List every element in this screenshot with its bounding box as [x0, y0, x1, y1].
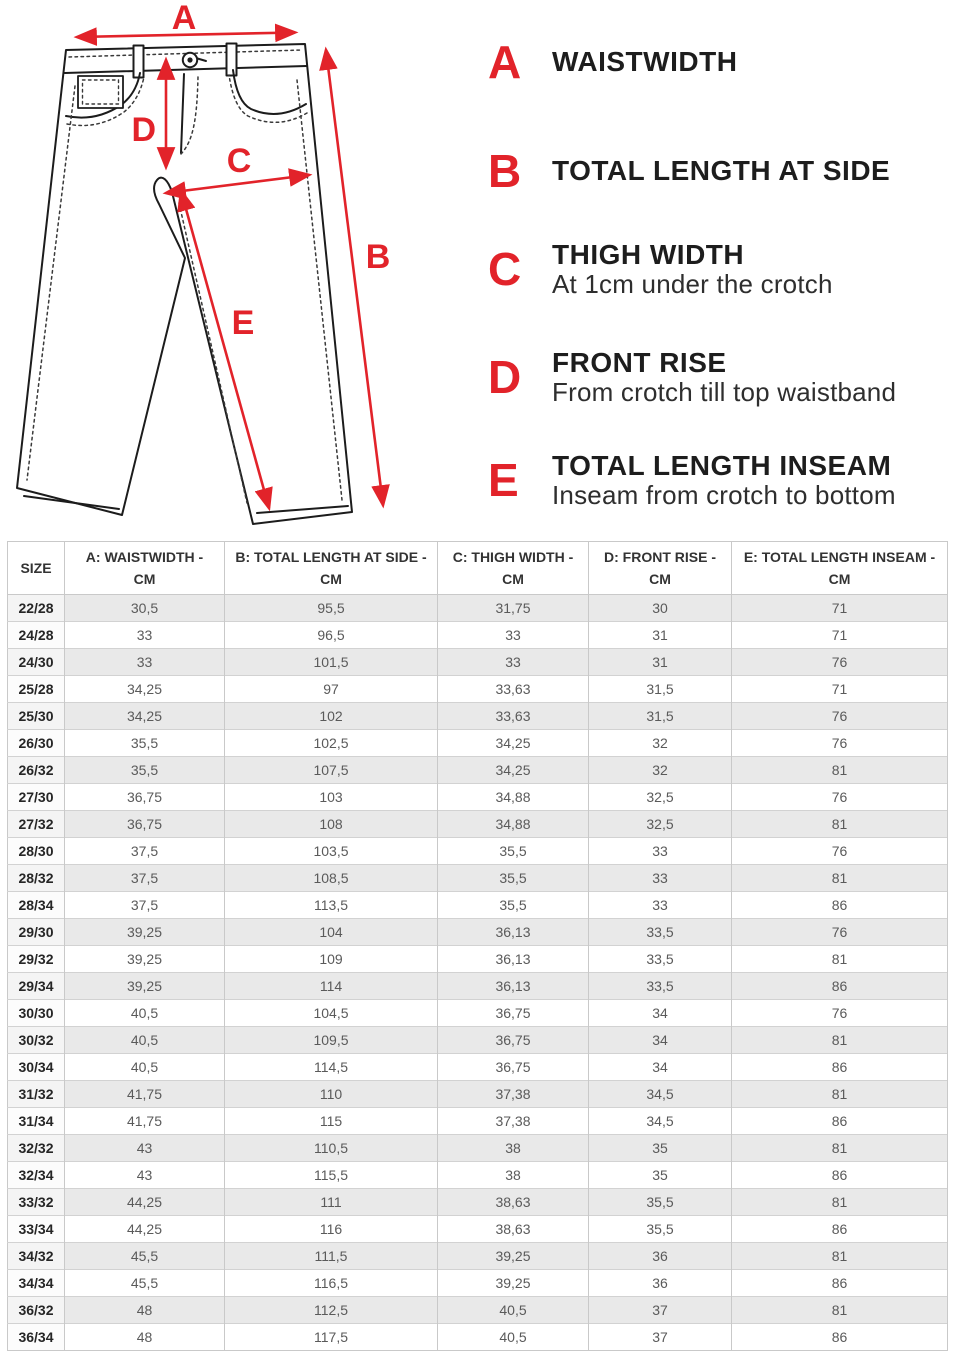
legend-title: FRONT RISE [552, 347, 727, 378]
coin-pocket [78, 76, 123, 108]
value-cell: 104,5 [225, 1000, 438, 1027]
value-cell: 34,25 [65, 676, 225, 703]
value-cell: 39,25 [438, 1243, 589, 1270]
value-cell: 81 [732, 1243, 948, 1270]
value-cell: 33,63 [438, 676, 589, 703]
value-cell: 86 [732, 1108, 948, 1135]
size-cell: 28/30 [8, 838, 65, 865]
value-cell: 39,25 [438, 1270, 589, 1297]
value-cell: 38 [438, 1162, 589, 1189]
size-cell: 36/34 [8, 1324, 65, 1351]
column-header: D: FRONT RISE - CM [589, 542, 732, 595]
size-cell: 24/30 [8, 649, 65, 676]
size-cell: 27/32 [8, 811, 65, 838]
value-cell: 71 [732, 595, 948, 622]
value-cell: 35 [589, 1162, 732, 1189]
value-cell: 44,25 [65, 1216, 225, 1243]
table-row [8, 1189, 948, 1216]
value-cell: 76 [732, 649, 948, 676]
value-cell: 34 [589, 1027, 732, 1054]
label-b: B [365, 238, 391, 276]
value-cell: 112,5 [225, 1297, 438, 1324]
size-cell: 25/28 [8, 676, 65, 703]
value-cell: 81 [732, 1027, 948, 1054]
value-cell: 37,38 [438, 1108, 589, 1135]
value-cell: 31,5 [589, 703, 732, 730]
size-table-header-row [8, 542, 948, 595]
value-cell: 30,5 [65, 595, 225, 622]
value-cell: 32 [589, 730, 732, 757]
legend-title: THIGH WIDTH [552, 239, 745, 270]
value-cell: 31,5 [589, 676, 732, 703]
value-cell: 36,75 [438, 1054, 589, 1081]
value-cell: 108,5 [225, 865, 438, 892]
table-row [8, 1243, 948, 1270]
value-cell: 48 [65, 1324, 225, 1351]
size-cell: 29/34 [8, 973, 65, 1000]
value-cell: 36 [589, 1243, 732, 1270]
value-cell: 97 [225, 676, 438, 703]
legend-letter-e: E [488, 454, 519, 506]
value-cell: 34 [589, 1000, 732, 1027]
value-cell: 116,5 [225, 1270, 438, 1297]
value-cell: 37 [589, 1297, 732, 1324]
value-cell: 37,5 [65, 838, 225, 865]
value-cell: 110,5 [225, 1135, 438, 1162]
value-cell: 76 [732, 919, 948, 946]
value-cell: 36,75 [65, 811, 225, 838]
table-row [8, 865, 948, 892]
value-cell: 86 [732, 973, 948, 1000]
value-cell: 36,13 [438, 919, 589, 946]
size-cell: 31/34 [8, 1108, 65, 1135]
value-cell: 44,25 [65, 1189, 225, 1216]
legend-letter-b: B [488, 145, 522, 197]
table-row [8, 1135, 948, 1162]
value-cell: 40,5 [65, 1000, 225, 1027]
table-row [8, 892, 948, 919]
size-cell: 32/32 [8, 1135, 65, 1162]
value-cell: 36,13 [438, 946, 589, 973]
legend-letter-c: C [488, 243, 522, 295]
value-cell: 39,25 [65, 946, 225, 973]
value-cell: 114,5 [225, 1054, 438, 1081]
size-cell: 28/34 [8, 892, 65, 919]
legend-subtitle: From crotch till top waistband [552, 377, 897, 407]
value-cell: 35,5 [589, 1189, 732, 1216]
value-cell: 86 [732, 1054, 948, 1081]
value-cell: 33 [65, 649, 225, 676]
value-cell: 86 [732, 1324, 948, 1351]
table-row [8, 649, 948, 676]
value-cell: 33,63 [438, 703, 589, 730]
value-cell: 37,38 [438, 1081, 589, 1108]
value-cell: 38 [438, 1135, 589, 1162]
value-cell: 30 [589, 595, 732, 622]
size-table-body [8, 595, 948, 1351]
value-cell: 107,5 [225, 757, 438, 784]
value-cell: 110 [225, 1081, 438, 1108]
value-cell: 36 [589, 1270, 732, 1297]
label-c: C [226, 142, 252, 180]
value-cell: 32,5 [589, 784, 732, 811]
value-cell: 48 [65, 1297, 225, 1324]
value-cell: 109,5 [225, 1027, 438, 1054]
value-cell: 34,25 [438, 757, 589, 784]
value-cell: 33 [438, 622, 589, 649]
belt-loop-right [227, 44, 237, 76]
label-d: D [131, 111, 156, 149]
value-cell: 40,5 [65, 1054, 225, 1081]
value-cell: 34,88 [438, 784, 589, 811]
legend-item-thigh-width [488, 240, 833, 298]
value-cell: 43 [65, 1162, 225, 1189]
value-cell: 33,5 [589, 973, 732, 1000]
value-cell: 96,5 [225, 622, 438, 649]
value-cell: 81 [732, 757, 948, 784]
value-cell: 86 [732, 1216, 948, 1243]
value-cell: 113,5 [225, 892, 438, 919]
value-cell: 81 [732, 1135, 948, 1162]
value-cell: 32,5 [589, 811, 732, 838]
value-cell: 38,63 [438, 1189, 589, 1216]
value-cell: 76 [732, 1000, 948, 1027]
pants-outline [17, 44, 352, 525]
value-cell: 34 [589, 1054, 732, 1081]
size-cell: 26/30 [8, 730, 65, 757]
value-cell: 86 [732, 1270, 948, 1297]
table-row [8, 838, 948, 865]
size-cell: 32/34 [8, 1162, 65, 1189]
value-cell: 71 [732, 676, 948, 703]
value-cell: 34,88 [438, 811, 589, 838]
value-cell: 43 [65, 1135, 225, 1162]
value-cell: 101,5 [225, 649, 438, 676]
legend-item-total-length-side [488, 145, 891, 197]
table-row [8, 730, 948, 757]
value-cell: 111 [225, 1189, 438, 1216]
size-cell: 33/32 [8, 1189, 65, 1216]
value-cell: 35 [589, 1135, 732, 1162]
column-header: A: WAISTWIDTH - CM [65, 542, 225, 595]
legend-letter-a: A [488, 36, 522, 88]
value-cell: 34,5 [589, 1108, 732, 1135]
label-a: A [171, 0, 197, 37]
value-cell: 33 [589, 892, 732, 919]
table-row [8, 1054, 948, 1081]
value-cell: 76 [732, 703, 948, 730]
value-cell: 40,5 [438, 1324, 589, 1351]
table-row [8, 703, 948, 730]
table-row [8, 811, 948, 838]
value-cell: 115,5 [225, 1162, 438, 1189]
legend-title: TOTAL LENGTH AT SIDE [552, 155, 891, 186]
measurement-legend [488, 0, 954, 540]
table-row [8, 1108, 948, 1135]
size-cell: 34/32 [8, 1243, 65, 1270]
value-cell: 102 [225, 703, 438, 730]
table-row [8, 1324, 948, 1351]
table-row [8, 676, 948, 703]
size-cell: 29/30 [8, 919, 65, 946]
size-cell: 24/28 [8, 622, 65, 649]
value-cell: 39,25 [65, 973, 225, 1000]
value-cell: 102,5 [225, 730, 438, 757]
value-cell: 37 [589, 1324, 732, 1351]
value-cell: 71 [732, 622, 948, 649]
table-row [8, 1081, 948, 1108]
table-row [8, 757, 948, 784]
value-cell: 33 [438, 649, 589, 676]
value-cell: 34,25 [65, 703, 225, 730]
table-row [8, 1216, 948, 1243]
value-cell: 81 [732, 1297, 948, 1324]
table-row [8, 919, 948, 946]
value-cell: 37,5 [65, 865, 225, 892]
size-chart-table [7, 541, 948, 1351]
value-cell: 40,5 [438, 1297, 589, 1324]
size-cell: 26/32 [8, 757, 65, 784]
label-e: E [231, 304, 255, 342]
value-cell: 115 [225, 1108, 438, 1135]
legend-title: TOTAL LENGTH INSEAM [552, 450, 892, 481]
value-cell: 32 [589, 757, 732, 784]
size-cell: 30/30 [8, 1000, 65, 1027]
legend-item-front-rise [488, 348, 896, 406]
value-cell: 117,5 [225, 1324, 438, 1351]
column-header: C: THIGH WIDTH - CM [438, 542, 589, 595]
value-cell: 41,75 [65, 1081, 225, 1108]
size-cell: 34/34 [8, 1270, 65, 1297]
size-cell: 33/34 [8, 1216, 65, 1243]
size-cell: 30/34 [8, 1054, 65, 1081]
value-cell: 116 [225, 1216, 438, 1243]
value-cell: 34,25 [438, 730, 589, 757]
value-cell: 34,5 [589, 1081, 732, 1108]
value-cell: 35,5 [438, 838, 589, 865]
table-row [8, 1270, 948, 1297]
value-cell: 36,75 [438, 1027, 589, 1054]
value-cell: 45,5 [65, 1270, 225, 1297]
table-row [8, 784, 948, 811]
legend-subtitle: At 1cm under the crotch [552, 269, 833, 299]
size-cell: 27/30 [8, 784, 65, 811]
value-cell: 109 [225, 946, 438, 973]
column-header: E: TOTAL LENGTH INSEAM - CM [732, 542, 948, 595]
size-cell: 28/32 [8, 865, 65, 892]
value-cell: 108 [225, 811, 438, 838]
value-cell: 41,75 [65, 1108, 225, 1135]
value-cell: 40,5 [65, 1027, 225, 1054]
legend-subtitle: Inseam from crotch to bottom [552, 480, 896, 510]
legend-item-waistwidth [488, 36, 738, 88]
size-cell: 30/32 [8, 1027, 65, 1054]
value-cell: 35,5 [438, 865, 589, 892]
table-row [8, 595, 948, 622]
value-cell: 86 [732, 892, 948, 919]
value-cell: 114 [225, 973, 438, 1000]
value-cell: 81 [732, 865, 948, 892]
value-cell: 33,5 [589, 946, 732, 973]
size-cell: 29/32 [8, 946, 65, 973]
value-cell: 33 [65, 622, 225, 649]
value-cell: 76 [732, 730, 948, 757]
value-cell: 45,5 [65, 1243, 225, 1270]
value-cell: 35,5 [65, 730, 225, 757]
size-cell: 22/28 [8, 595, 65, 622]
value-cell: 81 [732, 946, 948, 973]
value-cell: 35,5 [589, 1216, 732, 1243]
measurement-guide-section [0, 0, 954, 541]
value-cell: 81 [732, 1189, 948, 1216]
value-cell: 36,75 [438, 1000, 589, 1027]
table-row [8, 973, 948, 1000]
value-cell: 35,5 [438, 892, 589, 919]
value-cell: 111,5 [225, 1243, 438, 1270]
table-row [8, 1162, 948, 1189]
value-cell: 33,5 [589, 919, 732, 946]
value-cell: 31 [589, 649, 732, 676]
value-cell: 76 [732, 784, 948, 811]
value-cell: 33 [589, 838, 732, 865]
value-cell: 76 [732, 838, 948, 865]
value-cell: 81 [732, 811, 948, 838]
size-cell: 31/32 [8, 1081, 65, 1108]
legend-item-inseam [488, 451, 896, 509]
legend-title: WAISTWIDTH [552, 46, 738, 77]
value-cell: 36,13 [438, 973, 589, 1000]
table-row [8, 1000, 948, 1027]
value-cell: 104 [225, 919, 438, 946]
column-header: B: TOTAL LENGTH AT SIDE - CM [225, 542, 438, 595]
value-cell: 31,75 [438, 595, 589, 622]
table-row [8, 1297, 948, 1324]
value-cell: 103 [225, 784, 438, 811]
table-row [8, 946, 948, 973]
value-cell: 36,75 [65, 784, 225, 811]
table-row [8, 622, 948, 649]
value-cell: 95,5 [225, 595, 438, 622]
legend-letter-d: D [488, 351, 522, 403]
table-row [8, 1027, 948, 1054]
value-cell: 35,5 [65, 757, 225, 784]
value-cell: 86 [732, 1162, 948, 1189]
belt-loop-left [134, 46, 144, 78]
value-cell: 31 [589, 622, 732, 649]
value-cell: 33 [589, 865, 732, 892]
column-header: SIZE [8, 542, 65, 595]
value-cell: 37,5 [65, 892, 225, 919]
value-cell: 103,5 [225, 838, 438, 865]
value-cell: 38,63 [438, 1216, 589, 1243]
value-cell: 39,25 [65, 919, 225, 946]
size-cell: 25/30 [8, 703, 65, 730]
pants-measurement-diagram [0, 0, 460, 540]
size-cell: 36/32 [8, 1297, 65, 1324]
value-cell: 81 [732, 1081, 948, 1108]
